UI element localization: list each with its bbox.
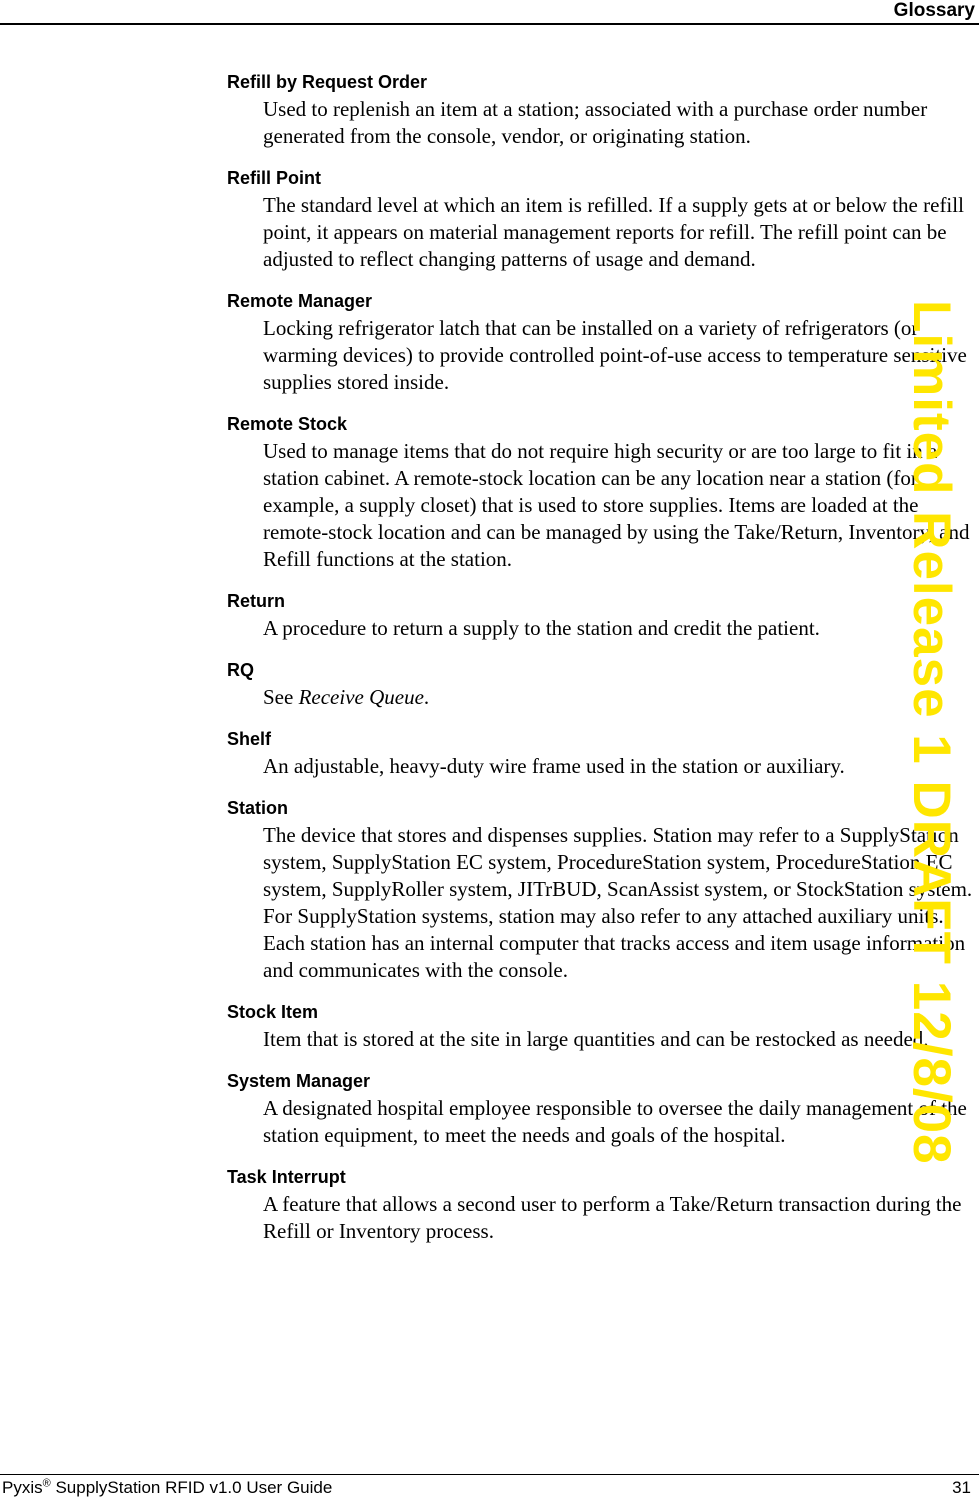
glossary-entry — [227, 1002, 972, 1053]
running-header-title: Glossary — [893, 0, 975, 21]
glossary-term: Station — [227, 798, 288, 818]
glossary-term: Refill by Request Order — [227, 72, 428, 92]
glossary-entry — [227, 1071, 972, 1149]
glossary-definition: The standard level at which an item is refilled. If a supply gets at or below the refill point, it appears on material management reports for refill. The refill point can be adjusted to reflect changing patterns of usage and demand. — [263, 193, 964, 271]
glossary-definition: Item that is stored at the site in large quantities and can be restocked as needed. — [263, 1027, 929, 1051]
glossary-definition: An adjustable, heavy-duty wire frame used in the station or auxiliary. — [263, 754, 845, 778]
header-divider — [0, 23, 979, 25]
glossary-term: System Manager — [227, 1071, 371, 1091]
glossary-definition: A feature that allows a second user to perform a Take/Return transaction during the Refill or Inventory process. — [263, 1192, 962, 1243]
footer-product-name: Pyxis — [2, 1478, 43, 1497]
cross-reference: Receive Queue — [298, 685, 424, 709]
glossary-definition: Used to replenish an item at a station; associated with a purchase order number generated from the console, vendor, or originating station. — [263, 97, 928, 148]
glossary-entry — [227, 798, 972, 984]
page-number: 31 — [952, 1478, 971, 1497]
glossary-term: RQ — [227, 660, 254, 680]
glossary-term: Shelf — [227, 729, 272, 749]
footer-guide-name: SupplyStation RFID v1.0 User Guide — [50, 1478, 333, 1497]
glossary-entry — [227, 1167, 972, 1245]
glossary-entry — [227, 729, 972, 780]
glossary-definition: A designated hospital employee responsible to oversee the daily management of the station equipment, to meet the needs and goals of the hospital. — [263, 1096, 967, 1147]
glossary-entry — [227, 414, 972, 573]
glossary-term: Refill Point — [227, 168, 321, 188]
glossary-entry — [227, 660, 972, 711]
glossary-entry — [227, 591, 972, 642]
registered-mark: ® — [42, 1477, 51, 1490]
glossary-term: Remote Manager — [227, 291, 373, 311]
glossary-definition — [263, 684, 973, 711]
footer-guide-title — [2, 1478, 332, 1498]
glossary-term: Return — [227, 591, 285, 611]
definition-prefix: See — [263, 685, 299, 709]
glossary-definition: The device that stores and dispenses supplies. Station may refer to a SupplyStation system, SupplyStation EC system, ProcedureStation system, ProcedureStation EC system, SupplyRoller system, JITrBUD, ScanAssist system, or StockStation system. For SupplyStation systems, station may also refer to any attached auxiliary units. Each station has an internal computer that tracks access and item usage information and communicates with the console. — [263, 823, 973, 982]
draft-watermark: Limited Release 1 DRAFT 12/8/08 — [902, 300, 961, 1165]
glossary-definition: Locking refrigerator latch that can be installed on a variety of refrigerators (or warming devices) to provide controlled point-of-use access to temperature sensitive supplies stored inside. — [263, 316, 967, 394]
glossary-entries — [227, 72, 972, 1263]
footer-divider — [0, 1474, 979, 1475]
glossary-definition: Used to manage items that do not require high security or are too large to fit in a station cabinet. A remote-stock location can be any location near a station (for example, a supply closet) that is used to store supplies. Items are loaded at the remote-stock location and can be managed by using the Take/Return, Inventory, and Refill functions at the station. — [263, 439, 970, 571]
glossary-term: Remote Stock — [227, 414, 348, 434]
glossary-term: Task Interrupt — [227, 1167, 346, 1187]
glossary-entry — [227, 291, 972, 396]
glossary-term: Stock Item — [227, 1002, 319, 1022]
glossary-entry — [227, 168, 972, 273]
definition-suffix: . — [423, 685, 430, 709]
glossary-entry — [227, 72, 972, 150]
glossary-definition: A procedure to return a supply to the station and credit the patient. — [263, 616, 820, 640]
